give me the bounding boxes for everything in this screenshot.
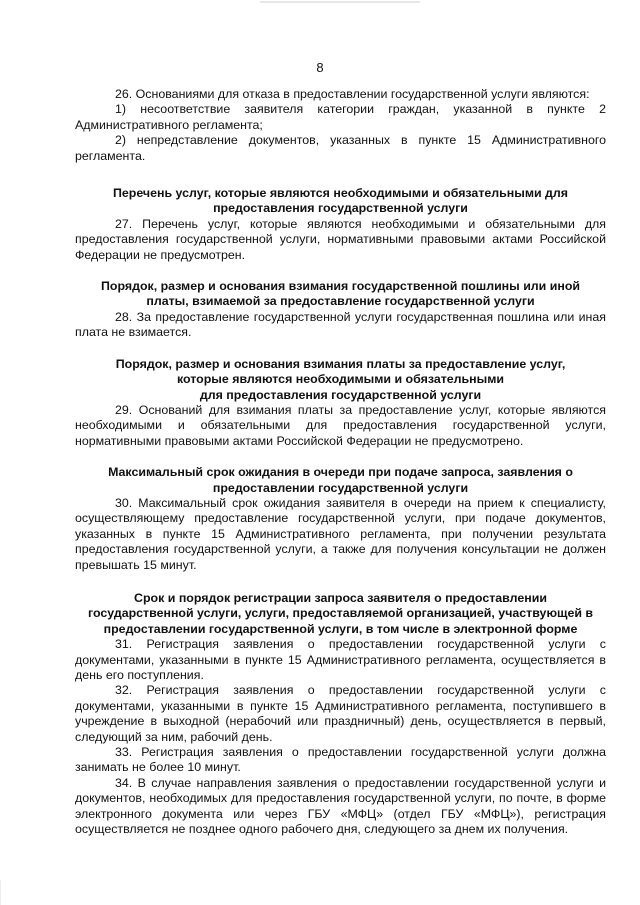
paragraph: 27. Перечень услуг, которые являются необходимыми и обязательными для предоставления государственной услуги, нормативными правовыми актами Российской Федерации не предусмотрен.: [75, 216, 606, 262]
section-heading: [75, 279, 606, 310]
paragraph: 29. Оснований для взимания платы за предоставление услуг, которые являются необходимыми и обязательными для предоставления государственной услуги, нормативными правовыми актами Российской Федерации не предусмотрено.: [75, 402, 606, 448]
heading-line: Срок и порядок регистрации запроса заявителя о предоставлении: [134, 590, 547, 605]
document-body: [75, 87, 606, 837]
section-refusal-grounds: [75, 87, 606, 164]
paragraph: 2) непредставление документов, указанных в пункте 15 Административного регламента.: [75, 133, 606, 163]
heading-line: платы, взимаемой за предоставление государственной услуги: [146, 294, 535, 309]
section-heading: [75, 186, 606, 217]
section-heading: [75, 465, 606, 496]
heading-line: для предоставления государственной услуги: [199, 387, 482, 402]
heading-line: которые являются необходимыми и обязательными: [176, 372, 505, 387]
paragraph: 30. Максимальный срок ожидания заявителя в очереди на прием к специалисту, осуществляющему предоставление государственной услуги, при подаче документов, указанных в пункте 15 Административного регламента, при получении результата предоставления государственной услуги, а также для получения консультации не должен превышать 15 минут.: [75, 495, 606, 572]
heading-line: Порядок, размер и основания взимания платы за предоставление услуг,: [115, 356, 566, 371]
section-heading: [75, 591, 606, 637]
paragraph: 1) несоответствие заявителя категории граждан, указанной в пункте 2 Административного регламента;: [75, 102, 606, 132]
paragraph: 34. В случае направления заявления о предоставлении государственной услуги и документов, необходимых для предоставления государственной услуги, по почте, в форме электронного документа или через ГБУ «МФЦ» (отдел ГБУ «МФЦ»), регистрация осуществляется не позднее одного рабочего дня, следующего за днем их получения.: [75, 775, 606, 837]
section-registration: [75, 591, 606, 838]
page-number: 8: [316, 60, 324, 75]
paragraph: 26. Основаниями для отказа в предоставлении государственной услуги являются:: [115, 87, 590, 101]
section-required-services: [75, 186, 606, 263]
heading-line: предоставления государственной услуги: [213, 201, 468, 216]
section-heading: [75, 357, 606, 403]
heading-line: Перечень услуг, которые являются необходимыми и обязательными для: [112, 186, 569, 201]
section-service-fee: [75, 357, 606, 449]
heading-line: Порядок, размер и основания взимания государственной пошлины или иной: [100, 279, 581, 294]
heading-line: предоставлении государственной услуги: [212, 480, 469, 495]
paragraph: 31. Регистрация заявления о предоставлении государственной услуги с документами, указанными в пункте 15 Административного регламента, осуществляется в день его поступления.: [75, 637, 606, 682]
paragraph: 32. Регистрация заявления о предоставлении государственной услуги с документами, указанными в пункте 15 Административного регламента, поступившего в учреждение в выходной (нерабочий или праздничный) день, осуществляется в первый, следующий за ним, рабочий день.: [75, 683, 606, 744]
paragraph: 28. За предоставление государственной услуги государственная пошлина или иная плата не взимается.: [75, 309, 606, 340]
section-queue-time: [75, 465, 606, 573]
heading-line: Максимальный срок ожидания в очереди при подаче запроса, заявления о: [108, 465, 573, 480]
heading-line: государственной услуги, услуги, предоставляемой организацией, участвующей в: [87, 606, 594, 621]
heading-line: предоставлении государственной услуги, в том числе в электронной форме: [103, 621, 578, 636]
paragraph: 33. Регистрация заявления о предоставлении государственной услуги должна занимать не более 10 минут.: [75, 745, 606, 775]
section-state-fee: [75, 279, 606, 341]
